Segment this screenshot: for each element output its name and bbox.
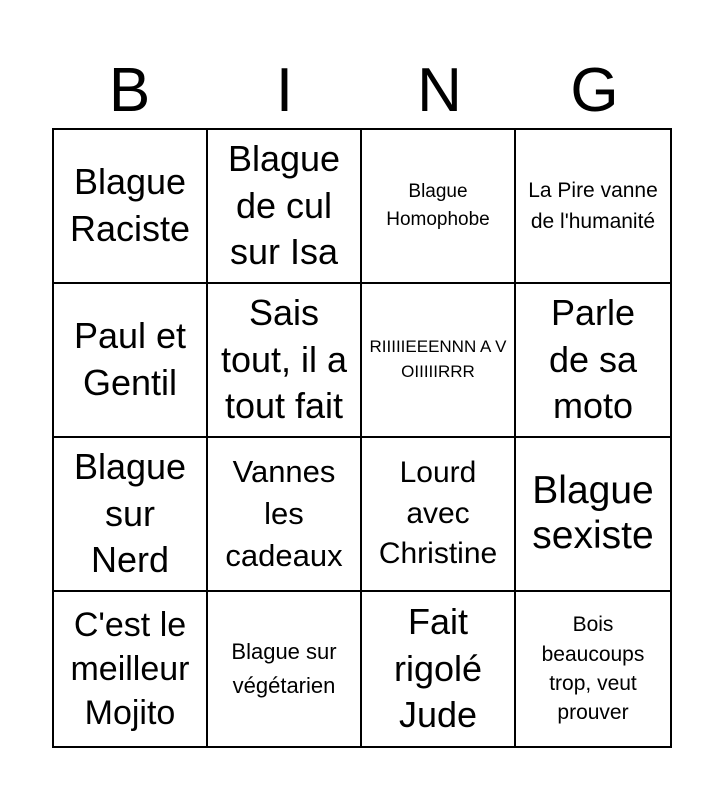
- header-letter-n: N: [417, 56, 462, 125]
- cell-label: Blague de cul sur Isa: [227, 137, 341, 273]
- bingo-cell[interactable]: [54, 284, 208, 438]
- bingo-cell[interactable]: [362, 438, 516, 592]
- cell-label: Vannes les cadeaux: [225, 454, 343, 573]
- cell-label: Lourd avec Christine: [378, 456, 498, 571]
- bingo-cell[interactable]: [516, 592, 670, 746]
- bingo-cell[interactable]: [362, 130, 516, 284]
- cell-label: Fait rigolé Jude: [393, 600, 483, 736]
- bingo-cell[interactable]: [54, 130, 208, 284]
- bingo-cell[interactable]: [516, 438, 670, 592]
- cell-label: Blague sur végétarien: [231, 638, 337, 698]
- bingo-grid: [52, 128, 672, 748]
- cell-label: La Pire vanne de l'humanité: [528, 178, 658, 233]
- header-letter-b: B: [108, 56, 151, 125]
- bingo-cell[interactable]: [362, 284, 516, 438]
- bingo-cell[interactable]: [362, 592, 516, 746]
- cell-label: Bois beaucoups trop, veut prouver: [541, 613, 645, 725]
- cell-label: Parle de sa moto: [548, 291, 638, 427]
- bingo-cell[interactable]: [54, 438, 208, 592]
- cell-label: Blague sexiste: [532, 469, 654, 557]
- bingo-cell[interactable]: [208, 438, 362, 592]
- cell-label: Sais tout, il a tout fait: [220, 291, 348, 427]
- bingo-cell[interactable]: [516, 284, 670, 438]
- bingo-cell[interactable]: [208, 592, 362, 746]
- bingo-cell[interactable]: [208, 130, 362, 284]
- cell-label: Paul et Gentil: [73, 315, 187, 403]
- cell-label: Blague Raciste: [69, 161, 191, 249]
- header-letter-i: I: [275, 56, 294, 125]
- cell-label: Blague Homophobe: [386, 181, 490, 230]
- bingo-cell[interactable]: [54, 592, 208, 746]
- header-letter-g: G: [570, 56, 619, 125]
- bingo-header: [52, 58, 672, 124]
- cell-label: Blague sur Nerd: [73, 445, 187, 581]
- cell-label: C'est le meilleur Mojito: [70, 605, 190, 733]
- bingo-cell[interactable]: [208, 284, 362, 438]
- bingo-cell[interactable]: [516, 130, 670, 284]
- cell-label: RIIIIIEEENNN A VOIIIIIRRR: [369, 337, 507, 381]
